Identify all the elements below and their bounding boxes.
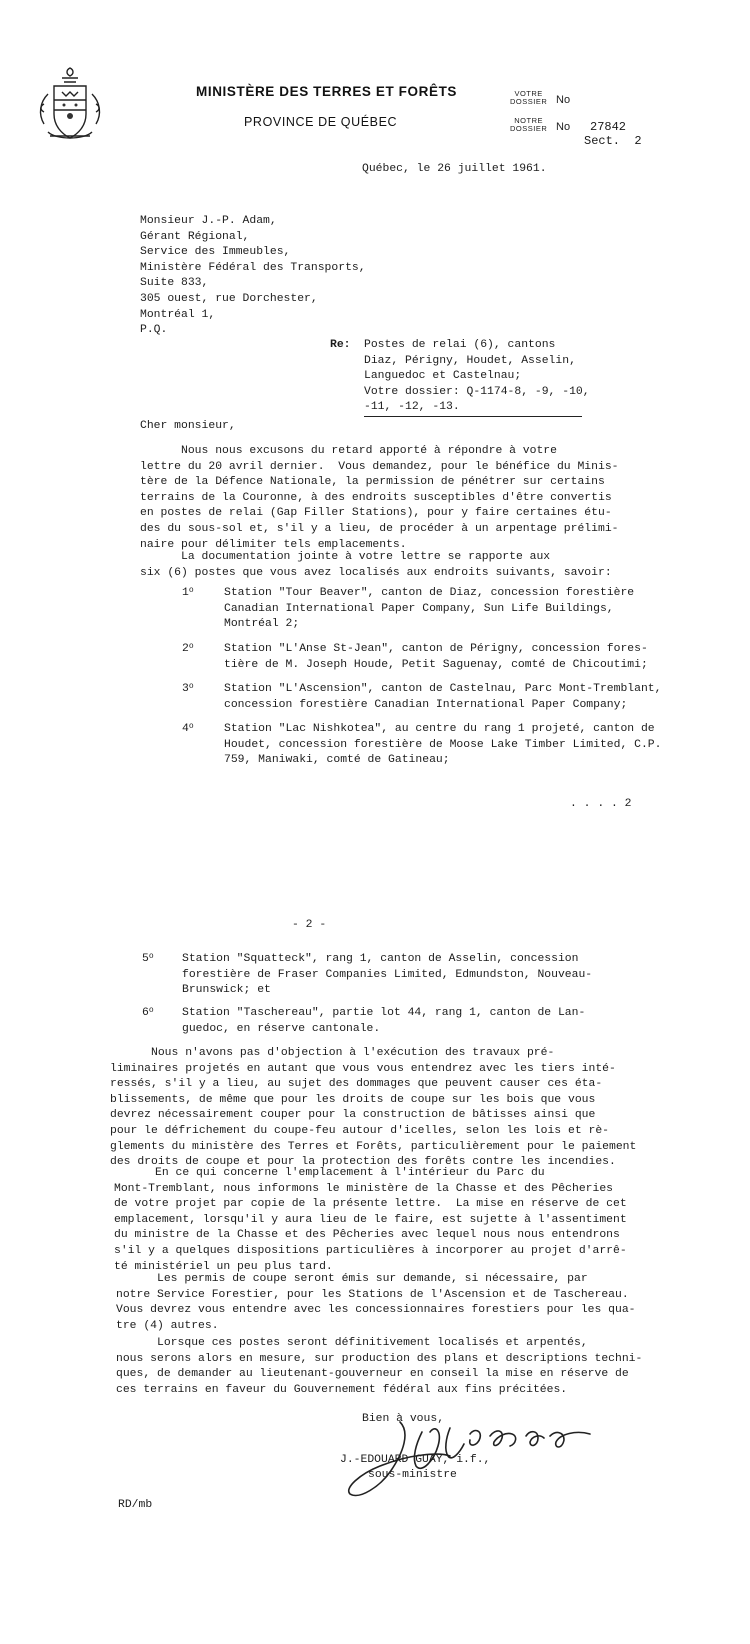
subject-line: Votre dossier: Q-1174-8, -9, -10,: [364, 385, 590, 398]
page-number-marker: - 2 -: [292, 919, 327, 931]
votre-dossier-label: VOTRE DOSSIER: [510, 89, 548, 106]
degree-mark: o: [188, 642, 194, 651]
address-line: P.Q.: [140, 324, 168, 337]
degree-mark: o: [148, 952, 154, 961]
degree-mark: o: [188, 682, 194, 691]
paragraph-line: té ministériel un peu plus tard.: [114, 1260, 333, 1273]
station-line: Station "Squatteck", rang 1, canton de Asselin, concession: [182, 953, 579, 965]
station-line: guedoc, en réserve cantonale.: [182, 1022, 381, 1035]
paragraph-line: ques, de demander au lieutenant-gouverneur en conseil la mise en réserve de: [116, 1368, 629, 1381]
subject-line: Postes de relai (6), cantons: [364, 339, 556, 351]
paragraph-line: Lorsque ces postes seront définitivement localisés et arpentés,: [116, 1337, 588, 1349]
paragraph-4: [114, 1166, 627, 1275]
paragraph-line: Nous n'avons pas d'objection à l'exécution des travaux pré-: [110, 1047, 555, 1059]
station-line: Houdet, concession forestière de Moose Lake Timber Limited, C.P.: [224, 738, 662, 751]
station-line: tière de M. Joseph Houde, Petit Saguenay, comté de Chicoutimi;: [224, 658, 648, 671]
station-line: forestière de Fraser Companies Limited, Edmundston, Nouveau-: [182, 968, 593, 981]
date-line: Québec, le 26 juillet 1961.: [362, 163, 547, 175]
paragraph-line: La documentation jointe à votre lettre se rapporte aux: [140, 551, 551, 563]
station-number: 5$^o$: [142, 952, 154, 965]
file-number: 27842: [590, 120, 627, 134]
subject-block: [364, 338, 590, 417]
paragraph-line: ressés, s'il y a lieu, au sujet des dommages que peuvent causer ces éta-: [110, 1078, 603, 1091]
paragraph-line: Nous nous excusons du retard apporté à répondre à votre: [140, 445, 557, 457]
station-number: 2$^o$: [182, 642, 194, 655]
degree-mark: o: [188, 722, 194, 731]
section-number: Sect. 2: [584, 134, 642, 148]
paragraph-line: Les permis de coupe seront émis sur demande, si nécessaire, par: [116, 1273, 588, 1285]
subject-line: Diaz, Périgny, Houdet, Asselin,: [364, 354, 576, 367]
station-number: 1$^o$: [182, 586, 194, 599]
station-line: Canadian International Paper Company, Sun Life Buildings,: [224, 602, 614, 615]
station-line: Station "L'Ascension", canton de Castelnau, Parc Mont-Tremblant,: [224, 683, 662, 695]
signer-name: J.-EDOUARD GUAY, i.f.,: [340, 1454, 491, 1466]
ministry-title: MINISTÈRE DES TERRES ET FORÊTS: [196, 84, 458, 99]
station-number: 3$^o$: [182, 682, 194, 695]
notre-dossier-label: NOTRE DOSSIER: [510, 116, 548, 133]
paragraph-line: tère de la Défence Nationale, la permission de pénétrer sur certains: [140, 476, 605, 489]
station-line: Station "Taschereau", partie lot 44, rang 1, canton de Lan-: [182, 1007, 586, 1019]
station-line: 759, Maniwaki, comté de Gatineau;: [224, 754, 450, 767]
salutation: Cher monsieur,: [140, 420, 236, 432]
paragraph-line: des du sous-sol et, s'il y a lieu, de procéder à un arpentage prélimi-: [140, 522, 619, 535]
paragraph-2: [140, 550, 612, 581]
paragraph-line: des droits de coupe et pour la protection des forêts contre les incendies.: [110, 1156, 616, 1169]
paragraph-line: notre Service Forestier, pour les Stations de l'Ascension et de Taschereau.: [116, 1288, 629, 1301]
station-line: Brunswick; et: [182, 984, 271, 997]
recipient-address: [140, 214, 366, 339]
station-line: concession forestière Canadian International Paper Company;: [224, 698, 628, 711]
province-title: PROVINCE DE QUÉBEC: [244, 115, 398, 129]
paragraph-line: nous serons alors en mesure, sur production des plans et descriptions techni-: [116, 1352, 643, 1365]
station-number: 4$^o$: [182, 722, 194, 735]
address-line: Suite 833,: [140, 277, 209, 290]
station-line: Montréal 2;: [224, 618, 300, 631]
paragraph-line: six (6) postes que vous avez localisés aux endroits suivants, savoir:: [140, 566, 612, 579]
address-line: Gérant Régional,: [140, 230, 250, 243]
paragraph-line: Mont-Tremblant, nous informons le ministère de la Chasse et des Pêcheries: [114, 1182, 613, 1195]
station-line: Station "Tour Beaver", canton de Diaz, concession forestière: [224, 587, 635, 599]
paragraph-1: [140, 444, 619, 553]
station-line: Station "L'Anse St-Jean", canton de Périgny, concession fores-: [224, 643, 648, 655]
paragraph-line: pour le défrichement du coupe-feu autour d'icelles, selon les lois et rè-: [110, 1124, 609, 1137]
paragraph-line: emplacement, lorsqu'il y aura lieu de le faire, est sujette à l'assentiment: [114, 1213, 627, 1226]
paragraph-line: naire pour délimiter tels emplacements.: [140, 538, 407, 551]
closing: Bien à vous,: [362, 1413, 445, 1425]
notre-dossier-no: No: [556, 121, 571, 133]
paragraph-line: terrains de la Couronne, à des endroits susceptibles d'être convertis: [140, 491, 612, 504]
paragraph-line: de votre projet par copie de la présente lettre. La mise en réserve de cet: [114, 1198, 627, 1211]
paragraph-5: [116, 1272, 636, 1334]
paragraph-6: [116, 1336, 642, 1398]
address-line: Service des Immeubles,: [140, 246, 291, 259]
paragraph-line: lettre du 20 avril dernier. Vous demandez, pour le bénéfice du Minis-: [140, 460, 619, 473]
paragraph-line: tre (4) autres.: [116, 1319, 219, 1332]
paragraph-line: devrez nécessairement couper pour la construction de bâtisses ainsi que: [110, 1109, 596, 1122]
subject-line: -11, -12, -13.: [364, 400, 582, 417]
paragraph-line: liminaires projetés en autant que vous vous entendrez avec les tiers inté-: [110, 1062, 616, 1075]
paragraph-line: Vous devrez vous entendre avec les concessionnaires forestiers pour les qua-: [116, 1304, 636, 1317]
subject-line: Languedoc et Castelnau;: [364, 370, 522, 383]
paragraph-line: blissements, de même que pour les droits de coupe sur les bois que vous: [110, 1093, 596, 1106]
subject-label: Re:: [330, 339, 351, 351]
paragraph-line: glements du ministère des Terres et Forêts, particulièrement pour le paiement: [110, 1140, 637, 1153]
continued-marker: . . . . 2: [570, 798, 632, 810]
degree-mark: o: [188, 586, 194, 595]
typist-initials: RD/mb: [118, 1499, 153, 1511]
address-line: 305 ouest, rue Dorchester,: [140, 292, 318, 305]
paragraph-line: en postes de relai (Gap Filler Stations), pour y faire certaines étu-: [140, 507, 612, 520]
votre-dossier-no: No: [556, 94, 571, 106]
station-number: 6$^o$: [142, 1006, 154, 1019]
paragraph-line: s'il y a quelques dispositions particulières à incorporer au projet d'arrê-: [114, 1244, 627, 1257]
paragraph-line: du ministre de la Chasse et des Pêcheries avec lequel nous nous entendrons: [114, 1229, 620, 1242]
paragraph-line: En ce qui concerne l'emplacement à l'intérieur du Parc du: [114, 1167, 545, 1179]
paragraph-3: [110, 1046, 636, 1171]
signature-icon: [330, 1402, 610, 1502]
address-line: Ministère Fédéral des Transports,: [140, 261, 366, 274]
coat-of-arms-icon: [34, 64, 106, 148]
address-line: Monsieur J.-P. Adam,: [140, 215, 277, 227]
address-line: Montréal 1,: [140, 308, 216, 321]
degree-mark: o: [148, 1006, 154, 1015]
signer-title: sous-ministre: [368, 1469, 457, 1481]
station-line: Station "Lac Nishkotea", au centre du rang 1 projeté, canton de: [224, 723, 655, 735]
paragraph-line: ces terrains en faveur du Gouvernement fédéral aux fins précitées.: [116, 1383, 568, 1396]
